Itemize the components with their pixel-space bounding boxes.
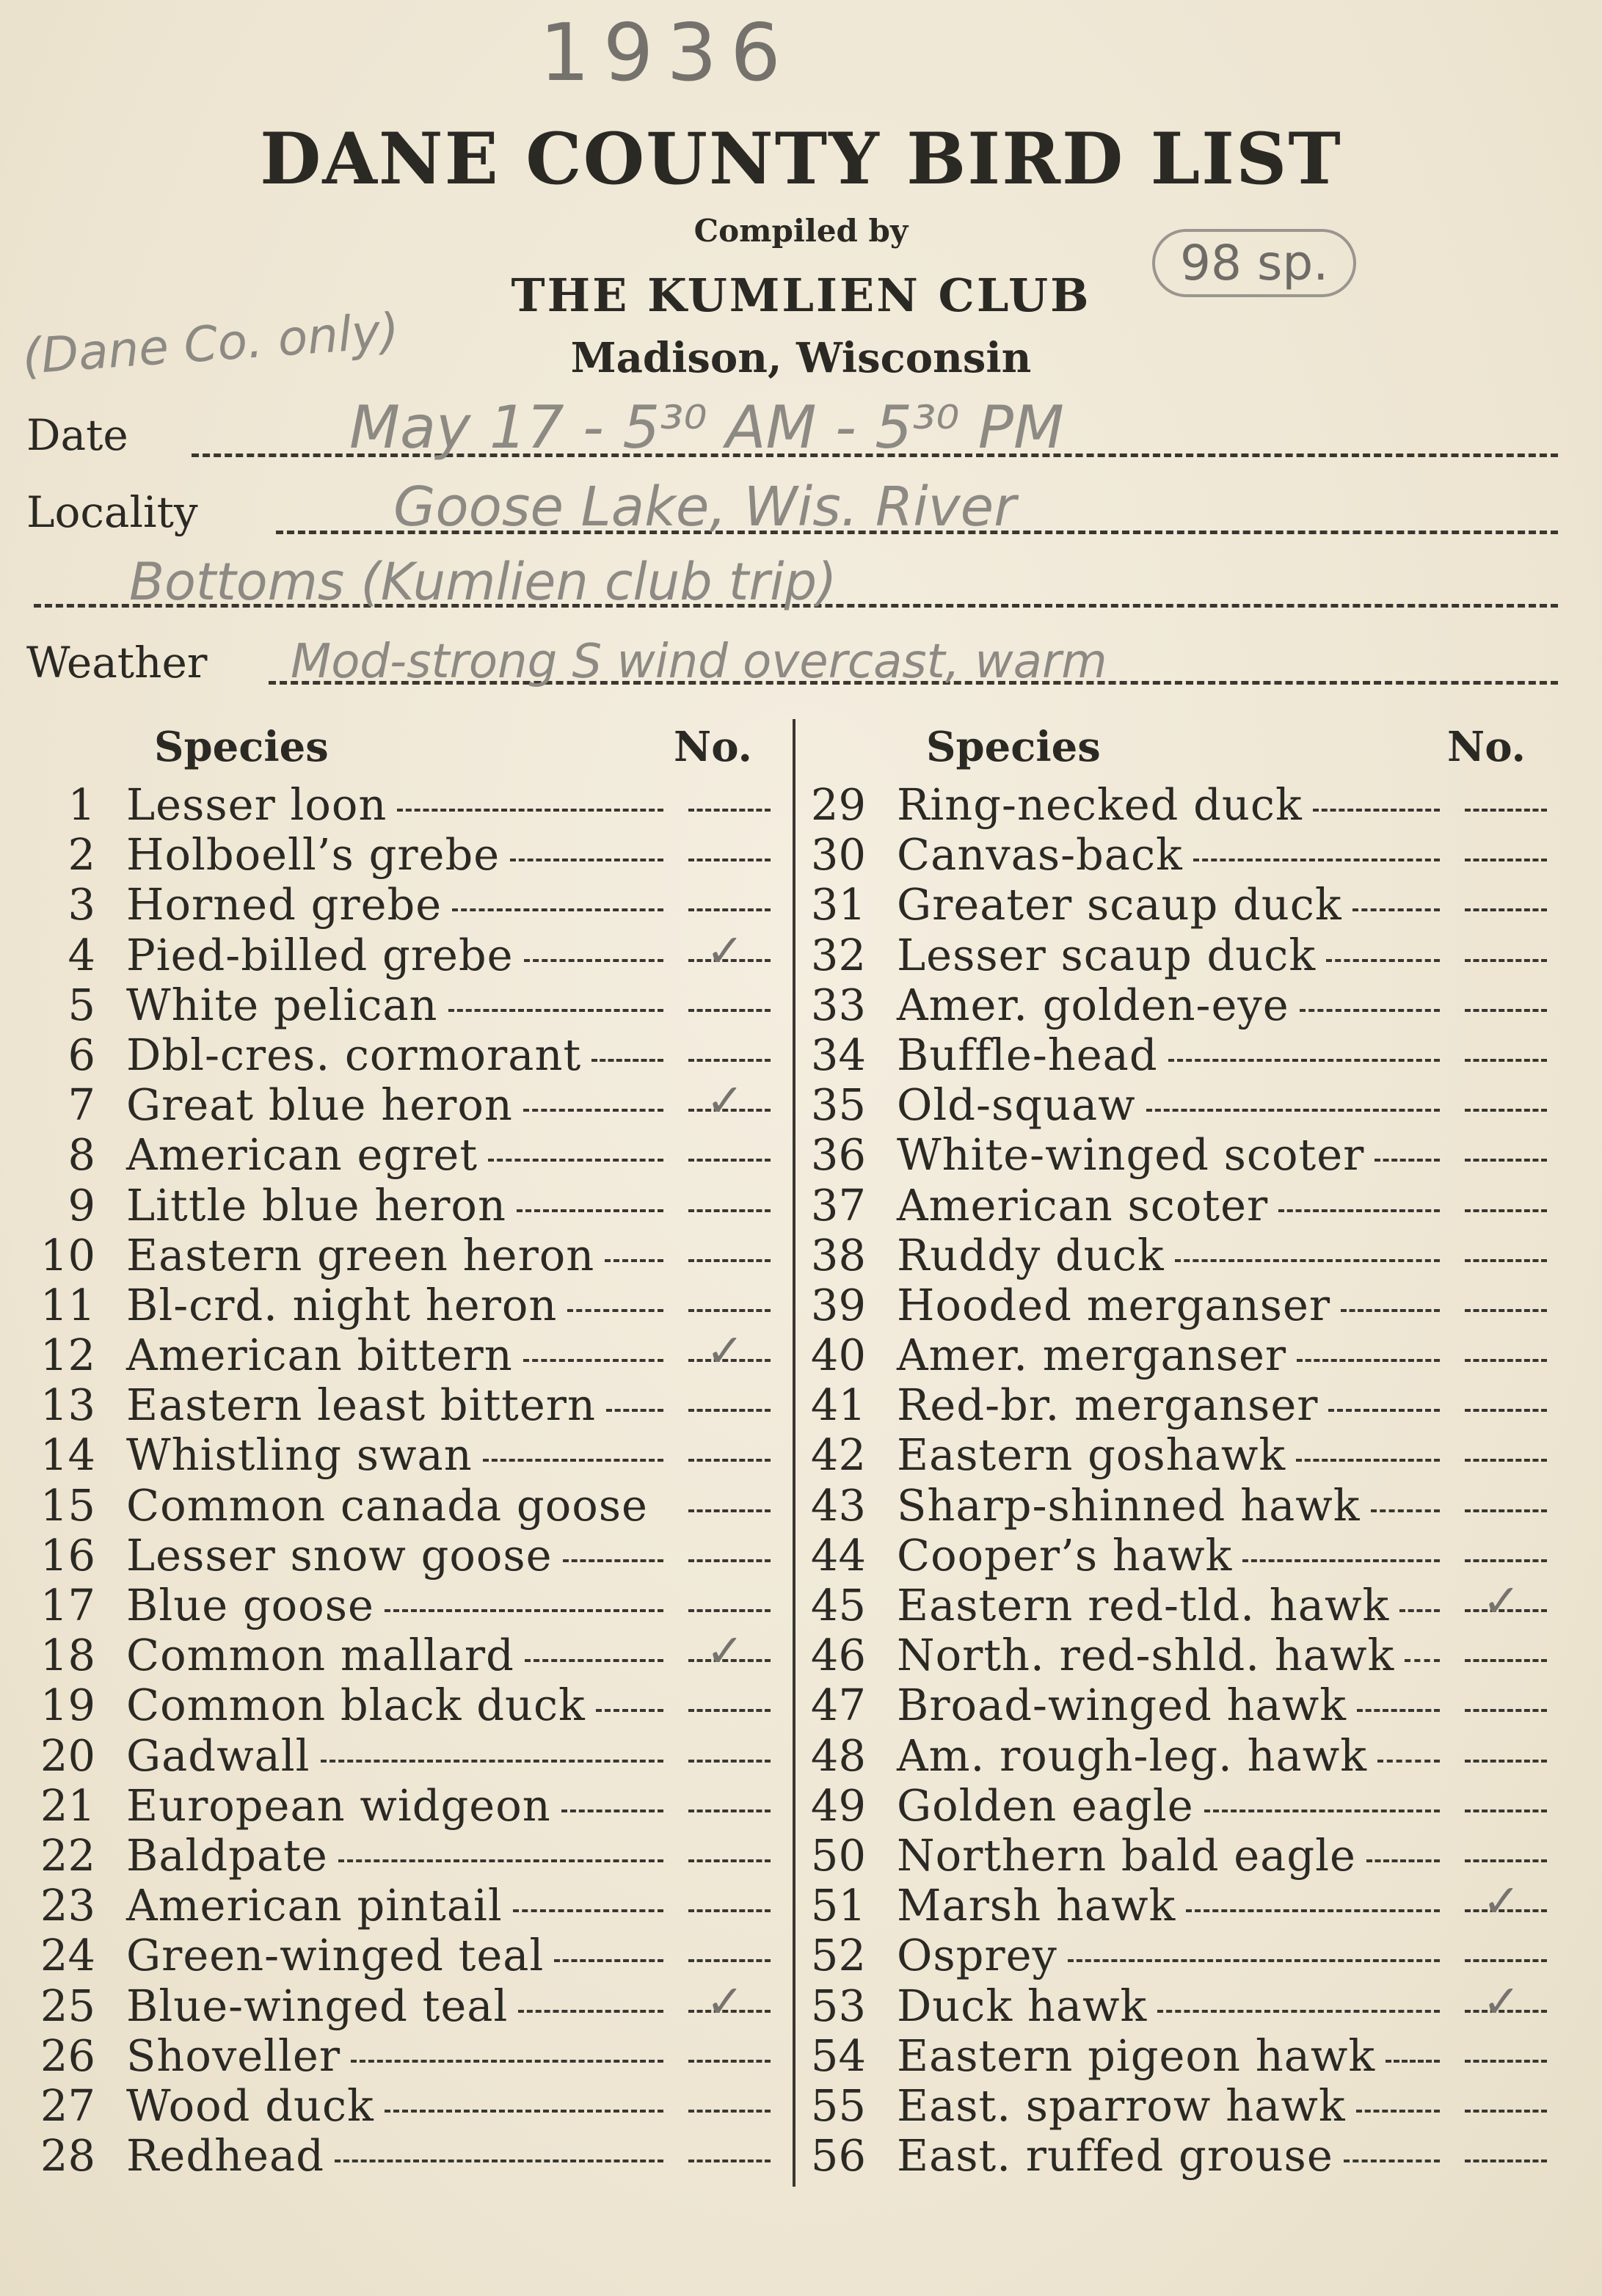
species-leader-line — [1357, 1709, 1440, 1712]
species-number: 42 — [810, 1429, 866, 1481]
species-leader-line — [510, 859, 663, 861]
species-leader-line — [452, 908, 663, 911]
species-name: Osprey — [897, 1930, 1057, 1981]
species-name: Blue goose — [126, 1580, 374, 1630]
locality-value-2: Bottoms (Kumlien club trip) — [129, 552, 837, 612]
species-leader-line — [554, 1959, 663, 1962]
species-number: 36 — [810, 1129, 866, 1181]
compiled-by-label: Compiled by — [693, 213, 909, 249]
species-name: Am. rough-leg. hawk — [897, 1730, 1367, 1781]
species-number: 2 — [68, 829, 95, 881]
species-number: 56 — [810, 2130, 866, 2182]
handwritten-year: 1936 — [539, 7, 794, 99]
species-row — [734, 930, 1563, 980]
species-row — [734, 1530, 1563, 1580]
species-list-left — [0, 779, 778, 2180]
species-leader-line — [567, 1309, 663, 1312]
species-number: 4 — [68, 929, 95, 980]
species-number: 11 — [40, 1279, 95, 1330]
species-name: Eastern least bittern — [126, 1380, 596, 1431]
species-number: 18 — [40, 1630, 95, 1681]
species-row — [734, 779, 1563, 829]
species-leader-line — [524, 959, 663, 962]
species-number: 16 — [40, 1529, 95, 1581]
species-number: 7 — [68, 1079, 95, 1131]
species-leader-line — [1068, 1959, 1440, 1962]
species-row — [734, 2030, 1563, 2080]
species-leader-line — [1157, 2010, 1440, 2013]
species-name: Shoveller — [126, 2030, 341, 2081]
species-row — [734, 1480, 1563, 1530]
handwritten-check-mark: ✓ — [1482, 1574, 1521, 1628]
species-number: 22 — [40, 1829, 95, 1881]
species-row — [0, 2130, 778, 2180]
species-name: Common canada goose — [126, 1479, 648, 1531]
species-count-blank — [1465, 1509, 1547, 1512]
species-leader-line — [1204, 1810, 1440, 1812]
species-row — [0, 1180, 778, 1230]
species-name: Buffle-head — [897, 1029, 1158, 1080]
species-row — [734, 1574, 1563, 1630]
species-number: 24 — [40, 1930, 95, 1981]
species-row — [734, 1029, 1563, 1079]
page-title: DANE COUNTY BIRD LIST — [260, 117, 1342, 200]
species-list-right — [734, 779, 1563, 2180]
species-leader-line — [1366, 1859, 1440, 1862]
species-name: Old-squaw — [897, 1079, 1136, 1131]
species-row — [734, 1730, 1563, 1780]
species-name: European widgeon — [126, 1779, 551, 1831]
species-row — [734, 1874, 1563, 1931]
species-number: 20 — [40, 1730, 95, 1781]
species-count-blank — [1465, 1559, 1547, 1562]
species-leader-line — [1328, 1409, 1440, 1412]
species-row — [0, 1380, 778, 1429]
handwritten-check-mark: ✓ — [706, 1974, 744, 2028]
species-row — [0, 1530, 778, 1580]
species-number: 26 — [40, 2030, 95, 2081]
species-number: 35 — [810, 1079, 866, 1131]
species-row — [0, 1680, 778, 1730]
species-count-blank — [1465, 1659, 1547, 1662]
species-number: 51 — [810, 1880, 866, 1931]
species-row — [0, 1730, 778, 1780]
species-count-blank — [1465, 1359, 1547, 1362]
species-leader-line — [321, 1760, 664, 1763]
species-number: 12 — [40, 1330, 95, 1381]
species-row — [734, 1380, 1563, 1429]
species-leader-line — [338, 1859, 663, 1862]
species-name: Red-br. merganser — [897, 1380, 1319, 1431]
species-number: 53 — [810, 1980, 866, 2031]
species-leader-line — [1375, 1159, 1440, 1162]
species-row — [0, 1324, 778, 1381]
species-number: 46 — [810, 1630, 866, 1681]
species-name: Wood duck — [126, 2080, 374, 2131]
species-number: 28 — [40, 2130, 95, 2182]
weather-label: Weather — [26, 638, 208, 688]
species-name: East. ruffed grouse — [897, 2130, 1333, 2182]
species-leader-line — [1186, 1909, 1440, 1912]
species-leader-line — [518, 2010, 663, 2013]
species-row — [0, 1830, 778, 1880]
species-row — [0, 879, 778, 929]
species-name: East. sparrow hawk — [897, 2080, 1346, 2131]
species-number: 40 — [810, 1330, 866, 1381]
species-number: 19 — [40, 1680, 95, 1731]
species-row — [734, 1680, 1563, 1730]
species-leader-line — [448, 1009, 663, 1012]
species-row — [734, 1429, 1563, 1479]
species-row — [0, 1780, 778, 1830]
species-name: Marsh hawk — [897, 1880, 1176, 1931]
species-name: Greater scaup duck — [897, 879, 1342, 930]
species-count-blank — [1465, 1259, 1547, 1262]
weather-field — [26, 635, 1558, 693]
species-row — [734, 829, 1563, 879]
species-leader-line — [1405, 1659, 1440, 1662]
handwritten-check-mark: ✓ — [1482, 1974, 1521, 2028]
species-number: 32 — [810, 929, 866, 980]
species-leader-line — [488, 1159, 663, 1162]
left-species-header: Species — [154, 723, 329, 771]
species-row — [0, 1480, 778, 1530]
species-count-blank — [1465, 1209, 1547, 1212]
species-leader-line — [563, 1559, 663, 1562]
species-number: 25 — [40, 1980, 95, 2031]
handwritten-check-mark: ✓ — [706, 1074, 744, 1128]
species-count-blank — [1465, 859, 1547, 861]
right-number-header: No. — [1447, 723, 1526, 771]
species-leader-line — [397, 809, 663, 812]
species-name: Lesser scaup duck — [897, 929, 1317, 980]
species-name: Common black duck — [126, 1680, 586, 1731]
species-name: Northern bald eagle — [897, 1829, 1356, 1881]
species-name: Green-winged teal — [126, 1930, 545, 1981]
species-number: 45 — [810, 1580, 866, 1630]
species-number: 6 — [68, 1029, 95, 1080]
species-number: 48 — [810, 1730, 866, 1781]
species-number: 47 — [810, 1680, 866, 1731]
species-name: Eastern pigeon hawk — [897, 2030, 1376, 2081]
species-leader-line — [1193, 859, 1440, 861]
species-number: 31 — [810, 879, 866, 930]
species-name: Little blue heron — [126, 1179, 506, 1231]
species-number: 3 — [68, 879, 95, 930]
locality-value: Goose Lake, Wis. River — [393, 475, 1016, 539]
species-name: Eastern goshawk — [897, 1429, 1286, 1481]
species-name: North. red-shld. hawk — [897, 1630, 1395, 1681]
species-leader-line — [1326, 959, 1440, 962]
species-name: Golden eagle — [897, 1779, 1194, 1831]
species-number: 15 — [40, 1479, 95, 1531]
species-leader-line — [385, 1609, 663, 1612]
species-count-blank — [1465, 1760, 1547, 1763]
species-count-blank — [1465, 2110, 1547, 2113]
species-leader-line — [523, 1359, 663, 1362]
species-name: Hooded merganser — [897, 1279, 1331, 1330]
species-name: Redhead — [126, 2130, 324, 2182]
species-number: 8 — [68, 1129, 95, 1181]
species-row — [0, 1580, 778, 1630]
species-number: 17 — [40, 1580, 95, 1630]
species-name: Cooper’s hawk — [897, 1529, 1233, 1581]
date-value: May 17 - 5³⁰ AM - 5³⁰ PM — [349, 393, 1065, 462]
species-number: 50 — [810, 1829, 866, 1881]
species-name: American bittern — [126, 1330, 513, 1381]
species-name: Dbl-cres. cormorant — [126, 1029, 582, 1080]
species-number: 41 — [810, 1380, 866, 1431]
species-count-blank — [1465, 809, 1547, 812]
species-count-blank — [1465, 1709, 1547, 1712]
species-number: 27 — [40, 2080, 95, 2131]
species-name: Sharp-shinned hawk — [897, 1479, 1361, 1531]
club-city: Madison, Wisconsin — [570, 334, 1032, 382]
species-name: Canvas-back — [897, 829, 1183, 881]
species-name: Lesser loon — [126, 779, 387, 830]
species-row — [0, 1074, 778, 1131]
species-name: Horned grebe — [126, 879, 443, 930]
species-name: White pelican — [126, 979, 438, 1030]
species-leader-line — [606, 1409, 663, 1412]
species-leader-line — [605, 1259, 663, 1262]
species-row — [734, 1780, 1563, 1830]
species-leader-line — [1377, 1760, 1440, 1763]
species-count-blank — [1465, 1409, 1547, 1412]
species-row — [0, 1230, 778, 1280]
locality-field-continued — [26, 552, 1558, 616]
species-leader-line — [525, 1659, 663, 1662]
species-name: Baldpate — [126, 1829, 328, 1881]
species-count-blank — [1465, 908, 1547, 911]
date-label: Date — [26, 410, 128, 460]
species-count-blank — [1465, 2060, 1547, 2063]
handwritten-check-mark: ✓ — [706, 923, 744, 977]
species-row — [0, 923, 778, 980]
species-row — [734, 1079, 1563, 1129]
species-name: Lesser snow goose — [126, 1529, 553, 1581]
species-leader-line — [1300, 1009, 1440, 1012]
species-row — [734, 1280, 1563, 1330]
species-count-blank — [1465, 959, 1547, 962]
species-name: Duck hawk — [897, 1980, 1148, 2031]
species-row — [0, 779, 778, 829]
locality-label: Locality — [26, 487, 198, 537]
species-row — [734, 879, 1563, 929]
species-leader-line — [1278, 1209, 1440, 1212]
species-row — [0, 1930, 778, 1980]
species-number: 10 — [40, 1229, 95, 1280]
species-row — [0, 980, 778, 1029]
species-row — [734, 1830, 1563, 1880]
species-row — [0, 2030, 778, 2080]
species-row — [0, 1129, 778, 1179]
species-row — [734, 2080, 1563, 2130]
handwritten-check-mark: ✓ — [1482, 1874, 1521, 1928]
species-name: Great blue heron — [126, 1079, 513, 1131]
species-number: 49 — [810, 1779, 866, 1831]
species-count-blank — [1465, 1109, 1547, 1112]
species-name: Broad-winged hawk — [897, 1680, 1347, 1731]
species-count-blank — [1465, 1009, 1547, 1012]
species-name: Ring-necked duck — [897, 779, 1303, 830]
species-row — [0, 1974, 778, 2031]
species-count-blank — [1465, 1859, 1547, 1862]
species-number: 30 — [810, 829, 866, 881]
species-name: White-winged scoter — [897, 1129, 1365, 1181]
species-row — [734, 2130, 1563, 2180]
species-leader-line — [1386, 2060, 1440, 2063]
species-leader-line — [561, 1810, 663, 1812]
handwritten-check-mark: ✓ — [706, 1624, 744, 1678]
species-leader-line — [1313, 809, 1440, 812]
species-count-blank — [1465, 1459, 1547, 1462]
species-leader-line — [1297, 1359, 1440, 1362]
species-leader-line — [385, 2110, 663, 2113]
species-name: Eastern green heron — [126, 1229, 595, 1280]
species-row — [0, 1624, 778, 1681]
species-number: 44 — [810, 1529, 866, 1581]
species-number: 37 — [810, 1179, 866, 1231]
species-number: 29 — [810, 779, 866, 830]
species-leader-line — [1356, 2110, 1440, 2113]
species-name: American scoter — [897, 1179, 1269, 1231]
species-leader-line — [483, 1459, 663, 1462]
species-row — [0, 1029, 778, 1079]
species-leader-line — [1371, 1509, 1440, 1512]
club-name: THE KUMLIEN CLUB — [511, 269, 1091, 322]
species-number: 1 — [68, 779, 95, 830]
species-number: 23 — [40, 1880, 95, 1931]
species-row — [734, 1630, 1563, 1680]
species-count-blank — [1465, 2160, 1547, 2162]
species-leader-line — [1168, 1059, 1440, 1062]
handwritten-check-mark: ✓ — [706, 1324, 744, 1378]
right-species-header: Species — [926, 723, 1101, 771]
species-number: 54 — [810, 2030, 866, 2081]
species-number: 52 — [810, 1930, 866, 1981]
handwritten-scope-note: (Dane Co. only) — [20, 302, 401, 385]
species-name: Blue-winged teal — [126, 1980, 509, 2031]
species-count-blank — [1465, 1159, 1547, 1162]
species-leader-line — [351, 2060, 663, 2063]
species-number: 9 — [68, 1179, 95, 1231]
species-name: Common mallard — [126, 1630, 514, 1681]
species-leader-line — [1341, 1309, 1440, 1312]
species-leader-line — [1175, 1259, 1440, 1262]
species-leader-line — [591, 1059, 663, 1062]
species-row — [0, 1880, 778, 1930]
species-leader-line — [335, 2160, 663, 2162]
species-number: 39 — [810, 1279, 866, 1330]
species-row — [734, 1974, 1563, 2031]
species-number: 43 — [810, 1479, 866, 1531]
species-count-blank — [1465, 1810, 1547, 1812]
species-number: 21 — [40, 1779, 95, 1831]
species-row — [734, 1129, 1563, 1179]
locality-field — [26, 475, 1558, 543]
species-count-blank — [1465, 1959, 1547, 1962]
species-name: Whistling swan — [126, 1429, 473, 1481]
species-row — [734, 1330, 1563, 1380]
species-name: Bl-crd. night heron — [126, 1279, 558, 1330]
species-leader-line — [1399, 1609, 1440, 1612]
species-row — [734, 1930, 1563, 1980]
species-row — [734, 980, 1563, 1029]
species-leader-line — [513, 1909, 663, 1912]
species-number: 13 — [40, 1380, 95, 1431]
species-row — [734, 1180, 1563, 1230]
species-row — [0, 829, 778, 879]
species-number: 38 — [810, 1229, 866, 1280]
species-leader-line — [1146, 1109, 1440, 1112]
species-row — [0, 2080, 778, 2130]
species-leader-line — [1344, 2160, 1440, 2162]
species-name: Amer. golden-eye — [897, 979, 1289, 1030]
species-name: Gadwall — [126, 1730, 310, 1781]
species-leader-line — [596, 1709, 663, 1712]
species-number: 55 — [810, 2080, 866, 2131]
weather-value: Mod-strong S wind overcast, warm — [291, 635, 1107, 689]
species-name: Eastern red-tld. hawk — [897, 1580, 1390, 1630]
species-row — [0, 1280, 778, 1330]
species-leader-line — [1296, 1459, 1440, 1462]
date-field — [26, 393, 1558, 466]
species-name: Amer. merganser — [897, 1330, 1287, 1381]
species-leader-line — [517, 1209, 663, 1212]
species-name: Holboell’s grebe — [126, 829, 500, 881]
species-name: Ruddy duck — [897, 1229, 1165, 1280]
species-name: Pied-billed grebe — [126, 929, 514, 980]
species-number: 33 — [810, 979, 866, 1030]
species-leader-line — [1352, 908, 1440, 911]
species-count-blank — [1465, 1309, 1547, 1312]
species-number: 34 — [810, 1029, 866, 1080]
species-name: American pintail — [126, 1880, 503, 1931]
species-count-blank — [1465, 1059, 1547, 1062]
handwritten-species-count: 98 sp. — [1152, 229, 1356, 297]
species-name: American egret — [126, 1129, 478, 1181]
species-row — [0, 1429, 778, 1479]
species-number: 5 — [68, 979, 95, 1030]
species-leader-line — [1242, 1559, 1440, 1562]
species-number: 14 — [40, 1429, 95, 1481]
left-number-header: No. — [674, 723, 753, 771]
species-row — [734, 1230, 1563, 1280]
species-leader-line — [523, 1109, 663, 1112]
